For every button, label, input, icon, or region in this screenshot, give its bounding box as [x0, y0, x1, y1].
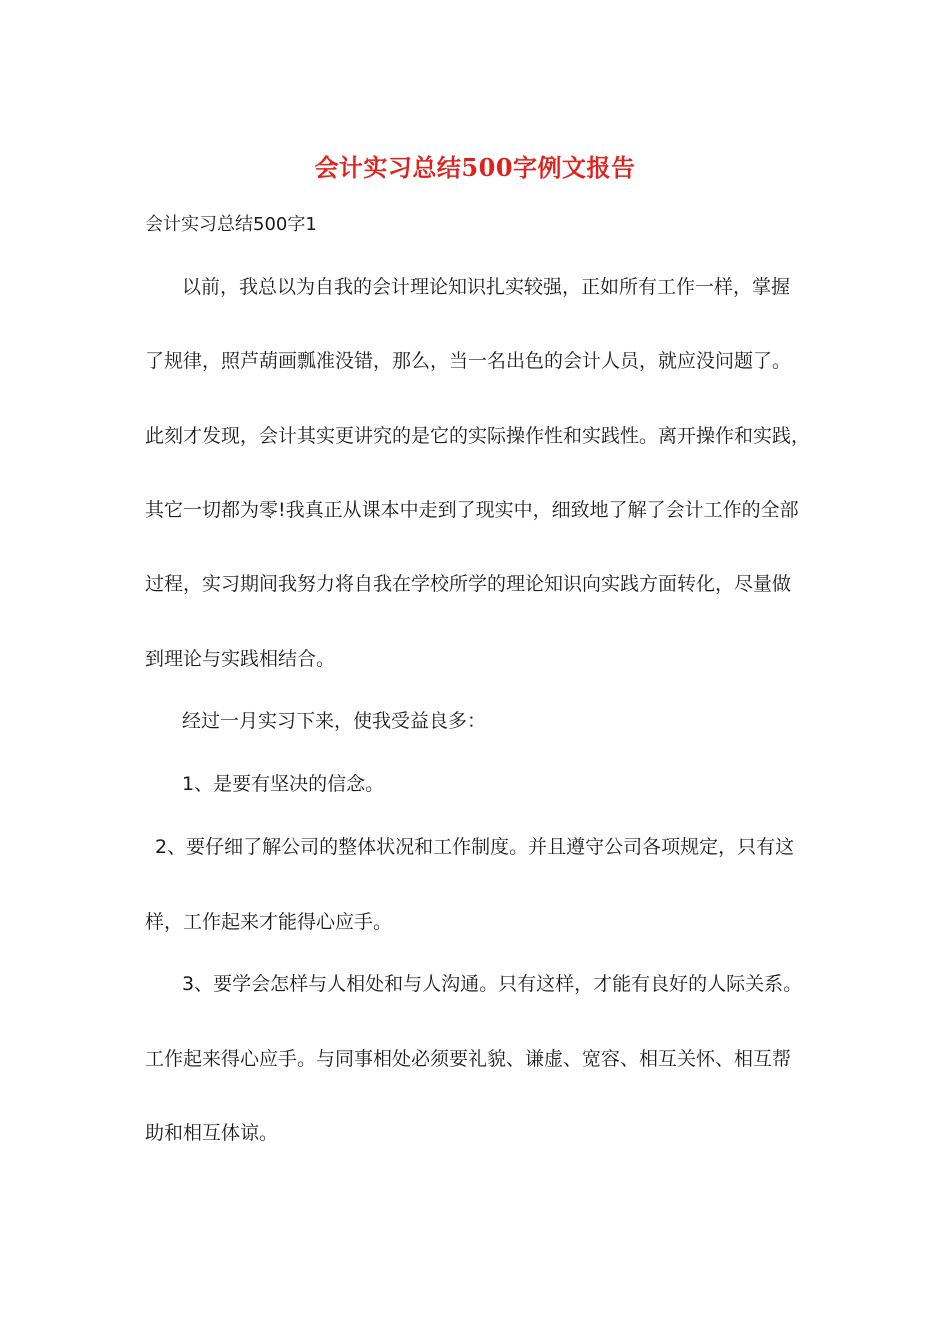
paragraph-line: 工作起来得心应手。与同事相处必须要礼貌、谦虚、宽容、相互关怀、相互帮 — [145, 1048, 792, 1070]
list-item: 1、是要有坚决的信念。 — [182, 773, 385, 795]
list-item: 2、要仔细了解公司的整体状况和工作制度。并且遵守公司各项规定，只有这 — [155, 836, 795, 858]
paragraph-line: 经过一月实习下来，使我受益良多： — [182, 710, 487, 732]
paragraph-line: 此刻才发现，会计其实更讲究的是它的实际操作性和实践性。离开操作和实践， — [145, 425, 811, 447]
paragraph-line: 过程，实习期间我努力将自我在学校所学的理论知识向实践方面转化，尽量做 — [145, 573, 792, 595]
paragraph-line: 其它一切都为零!我真正从课本中走到了现实中，细致地了解了会计工作的全部 — [145, 499, 799, 521]
paragraph-line: 样，工作起来才能得心应手。 — [145, 911, 393, 933]
paragraph-line: 了规律，照芦葫画瓢准没错，那么，当一名出色的会计人员，就应没问题了。 — [145, 350, 792, 372]
document-title: 会计实习总结500字例文报告 — [314, 153, 636, 182]
list-item: 3、要学会怎样与人相处和与人沟通。只有这样，才能有良好的人际关系。 — [182, 973, 803, 995]
paragraph-line: 以前，我总以为自我的会计理论知识扎实较强，正如所有工作一样，掌握 — [182, 276, 791, 298]
paragraph-line: 到理论与实践相结合。 — [145, 648, 336, 670]
paragraph-line: 助和相互体谅。 — [145, 1122, 279, 1144]
section-heading: 会计实习总结500字1 — [145, 214, 317, 235]
